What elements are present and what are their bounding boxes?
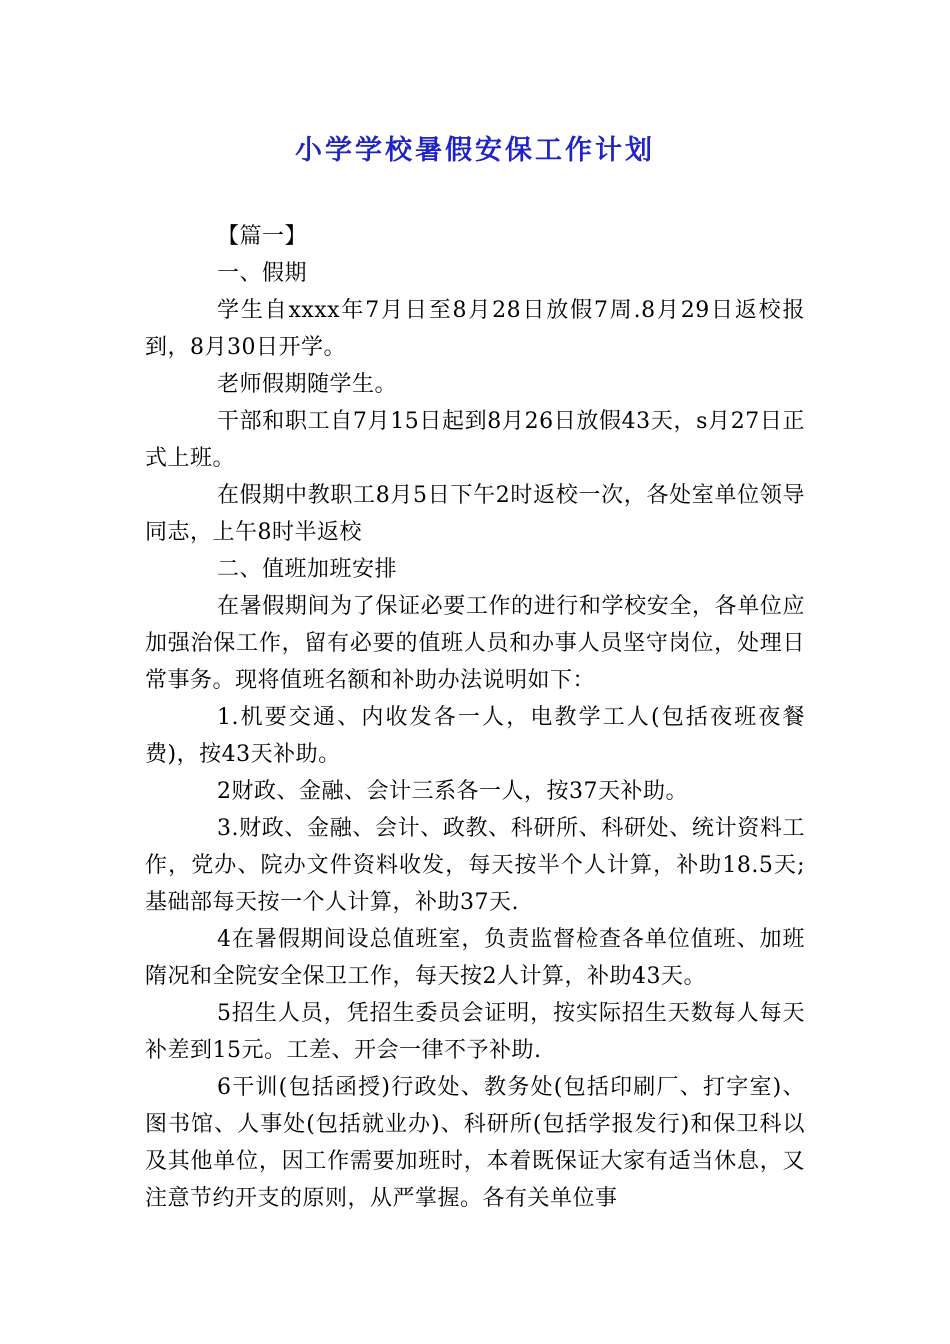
list-item-1: 1.机要交通、内收发各一人，电教学工人(包括夜班夜餐费)，按43天补助。 — [145, 705, 805, 767]
paragraph-return-day: 在假期中教职工8月5日下午2时返校一次，各处室单位领导同志，上午8时半返校 — [145, 483, 805, 545]
list-item-6: 6干训(包括函授)行政处、教务处(包括印刷厂、打字室)、图书馆、人事处(包括就业办)、科研所(包括学报发行)和保卫科以及其他单位，因工作需要加班时，本着既保证大家有适当休息，又注意节约开支的原则，从严掌握。各有关单位事 — [145, 1075, 805, 1211]
list-item-2: 2财政、金融、会计三系各一人，按37天补助。 — [217, 779, 688, 804]
paragraph-student-holiday: 学生自xxxx年7月日至8月28日放假7周.8月29日返校报到，8月30日开学。 — [145, 298, 805, 360]
heading-duty-arrangement: 二、值班加班安排 — [217, 557, 398, 582]
paragraph-duty-intro: 在暑假期间为了保证必要工作的进行和学校安全，各单位应加强治保工作，留有必要的值班人员和办事人员坚守岗位，处理日常事务。现将值班名额和补助办法说明如下： — [145, 594, 805, 693]
paragraph-staff-holiday: 干部和职工自7月15日起到8月26日放假43天，s月27日正式上班。 — [145, 409, 805, 471]
document-body — [145, 218, 805, 1217]
list-item-3: 3.财政、金融、会计、政教、科研所、科研处、统计资料工作，党办、院办文件资料收发，每天按半个人计算，补助18.5天;基础部每天按一个人计算，补助37天. — [145, 816, 805, 915]
paragraph-section-label: 【篇一】 — [217, 224, 308, 249]
document-title: 小学学校暑假安保工作计划 — [295, 135, 655, 166]
paragraph-teacher-holiday: 老师假期随学生。 — [217, 372, 398, 397]
list-item-4: 4在暑假期间设总值班室，负责监督检查各单位值班、加班隋况和全院安全保卫工作，每天按2人计算，补助43天。 — [145, 927, 805, 989]
heading-holiday: 一、假期 — [217, 261, 308, 286]
list-item-5: 5招生人员，凭招生委员会证明，按实际招生天数每人每天补差到15元。工差、开会一律不予补助. — [145, 1001, 805, 1063]
